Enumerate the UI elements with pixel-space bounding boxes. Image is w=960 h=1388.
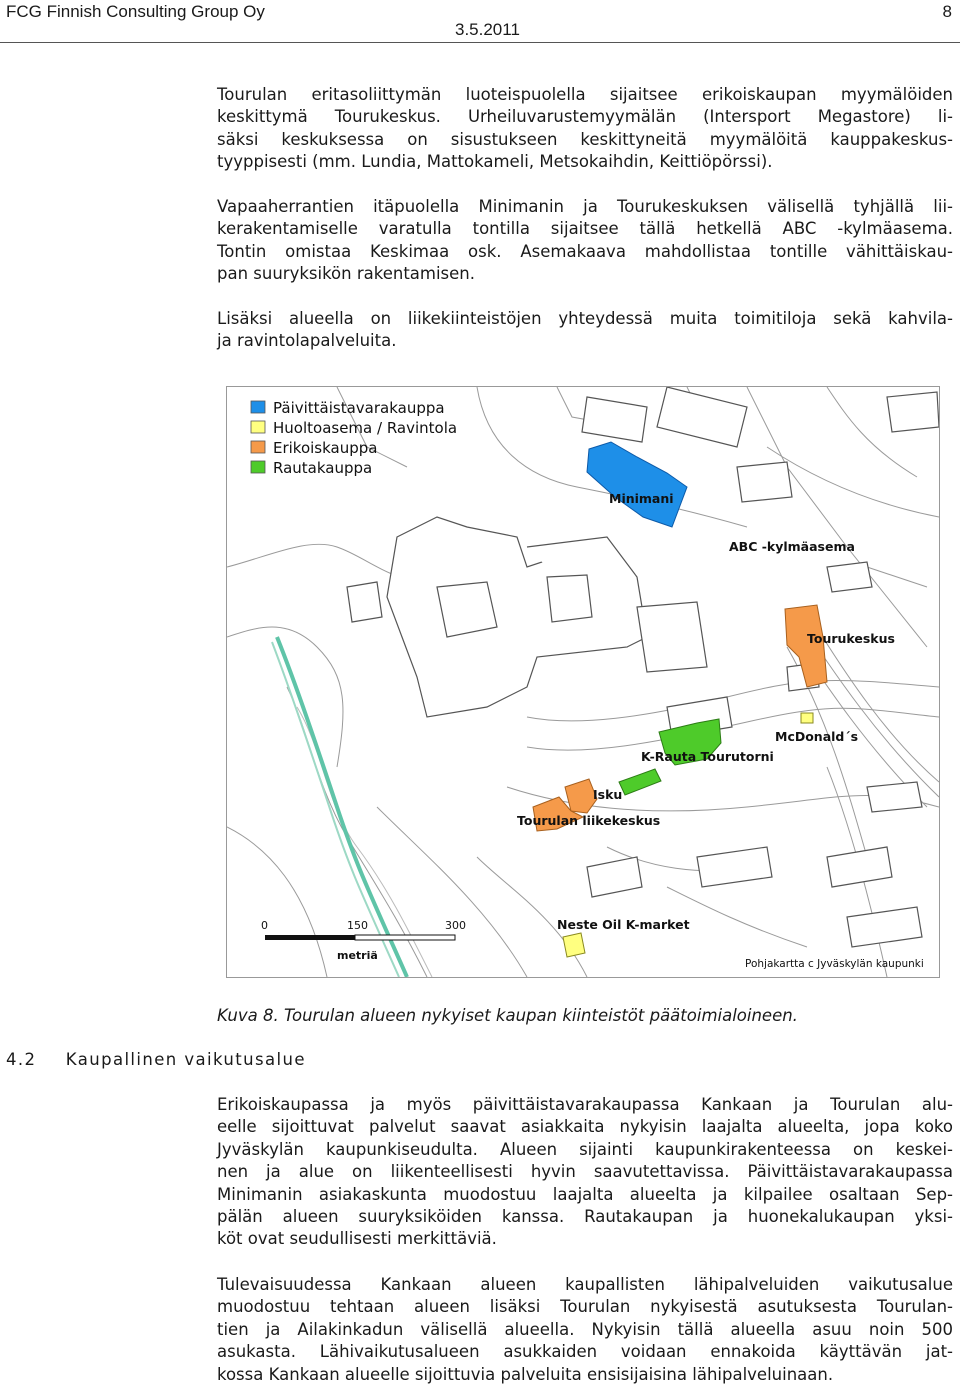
scale-tick-0: 0 [261,919,268,932]
scale-segment-black [265,935,355,940]
section-number: 4.2 [6,1050,37,1069]
scale-tick-300: 300 [445,919,466,932]
legend-swatch-grocery [251,401,265,413]
paragraph-lisaksi: Lisäksi alueella on liikekiinteistöjen yhteydessä muita toimitiloja sekä kahvila- ja ravintolapalveluita. [217,309,953,351]
label-krauta: K-Rauta Tourutorni [641,749,774,764]
section-title: Kaupallinen vaikutusalue [65,1050,306,1069]
legend-swatch-service [251,421,265,433]
legend-swatch-specialty [251,441,265,453]
scale-tick-150: 150 [347,919,368,932]
organization-name: FCG Finnish Consulting Group Oy [6,2,265,21]
label-liikekeskus: Tourulan liikekeskus [517,813,661,828]
legend-label-specialty: Erikoiskauppa [273,439,378,457]
label-tourukeskus: Tourukeskus [807,631,895,646]
parcel-mcdonalds [801,713,813,723]
label-neste: Neste Oil K-market [557,917,690,932]
label-minimani: Minimani [609,491,674,506]
figure-caption: Kuva 8. Tourulan alueen nykyiset kaupan kiinteistöt päätoimialoineen. [217,1006,798,1025]
scale-bar [261,919,466,962]
label-mcdonalds: McDonald´s [775,729,859,744]
document-date: 3.5.2011 [455,20,520,39]
parcel-rauta-small [619,769,661,795]
river [277,637,407,977]
page-number: 8 [942,2,952,21]
legend-label-grocery: Päivittäistavarakauppa [273,399,445,417]
legend-swatch-hardware [251,461,265,473]
paragraph-vapaaherrantie: Vapaaherrantien itäpuolella Minimanin ja Tourukeskuksen välisellä tyhjällä lii- kerakentamiselle varatulla tontilla sijaitsee tällä hetkellä ABC -kylmäasema. Tontin omistaa Keskimaa osk. Asemakaava mahdollistaa tontille vähittäiskau- pan suuryksikön rakentamisen. [217,197,953,284]
parcel-minimani [587,442,687,527]
map-credit: Pohjakartta c Jyväskylän kaupunki [745,958,924,970]
map-figure [226,386,940,978]
label-isku: Isku [593,787,623,802]
parcel-neste [563,933,585,957]
label-abc: ABC -kylmäasema [729,539,855,554]
header-divider [0,42,960,43]
scale-segment-white [355,935,455,940]
legend-label-hardware: Rautakauppa [273,459,373,477]
map-legend [251,399,457,477]
section-heading [6,1050,306,1069]
paragraph-erikoiskauppa: Erikoiskaupassa ja myös päivittäistavarakaupassa Kankaan ja Tourulan alu- eelle sijoittuvat palvelut saavat asiakkaita nykyisin laajalta alueelta, jopa koko Jyväskylän kaupunkiseudulta. Alueen sijainti kaupunkirakenteessa on keskei- nen ja alue on liikenteellisesti hyvin saavutettavissa. Päivittäistavarakaupassa Minimanin asiakaskunta muodostuu laajalta alueelta ja kilpailee osaltaan Sep- pälän alueen suuryksiköiden kanssa. Rautakaupan ja huonekalukaupan yksi- köt ovat seudullisesti merkittäviä. [217,1095,953,1249]
page-header [0,0,960,44]
paragraph-tulevaisuudessa: Tulevaisuudessa Kankaan alueen kaupallisten lähipalveluiden vaikutusalue muodostuu tehtaan alueen lisäksi Tourulan nykyisestä asutuksesta Tourulan- tien ja Ailakinkadun välisellä alueella. Nykyisin tällä alueella asuu noin 500 asukasta. Lähivaikutusalueen asukkaiden voidaan ennakoida käyttävän jat- kossa Kankaan alueelle sijoittuvia palveluita ensisijaisina lähipalveluinaan. [217,1275,953,1384]
paragraph-tourukeskus: Tourulan eritasoliittymän luoteispuolella sijaitsee erikoiskaupan myymälöiden keskittymä Tourukeskus. Urheiluvarustemyymälän (Intersport Megastore) li- säksi keskuksessa on sisustukseen keskittyneitä myymälöitä kauppakeskus- tyyppisesti (mm. Lundia, Mattokameli, Metsokaihdin, Keittiöpörssi). [217,85,953,172]
legend-label-service: Huoltoasema / Ravintola [273,419,458,437]
scale-unit: metriä [337,949,378,962]
